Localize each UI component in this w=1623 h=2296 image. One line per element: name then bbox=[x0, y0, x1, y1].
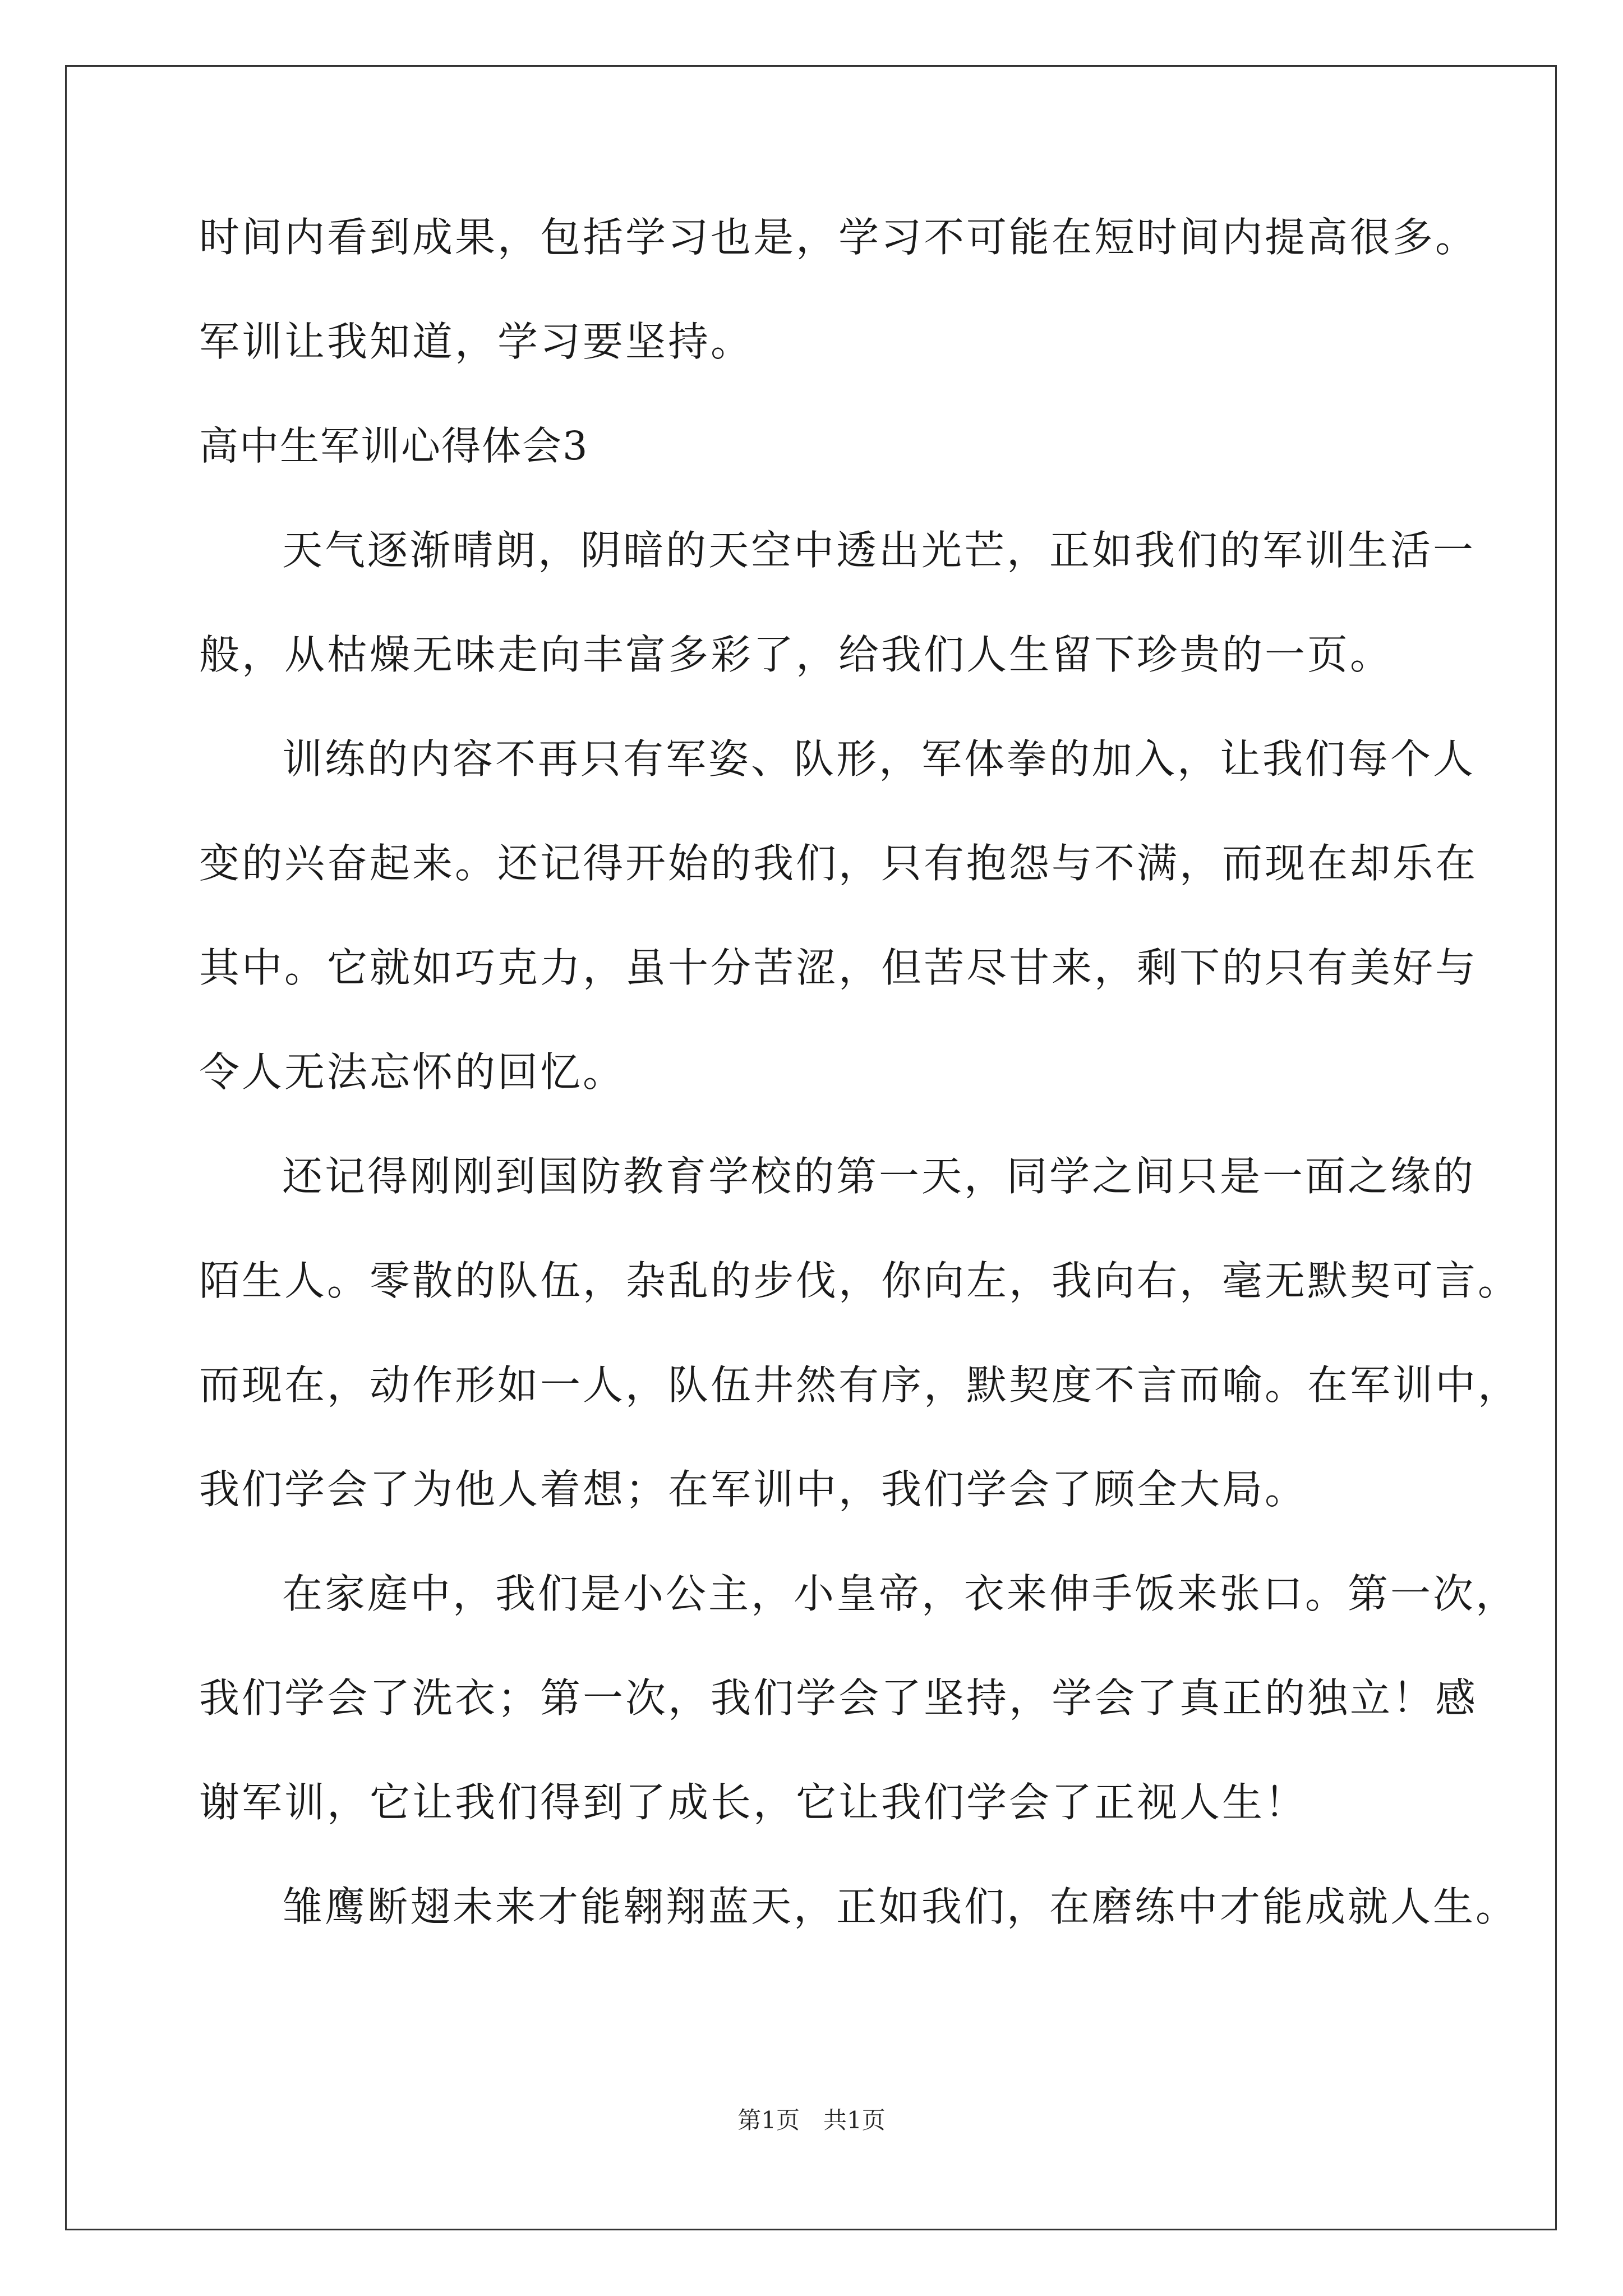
text-line: 雏鹰断翅未来才能翱翔蓝天，正如我们，在磨练中才能成就人生。 bbox=[282, 1883, 1519, 1930]
text-line: 变的兴奋起来。还记得开始的我们，只有抱怨与不满，而现在却乐在 bbox=[199, 840, 1478, 887]
text-line: 令人无法忘怀的回忆。 bbox=[199, 1048, 626, 1096]
text-line: 我们学会了洗衣；第一次，我们学会了坚持，学会了真正的独立！感 bbox=[199, 1674, 1478, 1722]
text-line: 般，从枯燥无味走向丰富多彩了，给我们人生留下珍贵的一页。 bbox=[199, 631, 1393, 678]
text-line: 训练的内容不再只有军姿、队形，军体拳的加入，让我们每个人 bbox=[282, 735, 1476, 783]
text-line: 谢军训，它让我们得到了成长，它让我们学会了正视人生！ bbox=[199, 1779, 1308, 1826]
text-line: 时间内看到成果，包括学习也是，学习不可能在短时间内提高很多。 bbox=[199, 214, 1478, 261]
section-heading: 高中生军训心得体会3 bbox=[199, 423, 589, 469]
text-line: 在家庭中，我们是小公主，小皇帝，衣来伸手饭来张口。第一次， bbox=[282, 1570, 1519, 1617]
page-footer: 第1页 共1页 bbox=[737, 2106, 886, 2134]
text-line: 陌生人。零散的队伍，杂乱的步伐，你向左，我向右，毫无默契可言。 bbox=[199, 1257, 1521, 1304]
text-line: 军训让我知道，学习要坚持。 bbox=[199, 318, 754, 365]
text-line: 而现在，动作形如一人，队伍井然有序，默契度不言而喻。在军训中， bbox=[199, 1361, 1521, 1409]
text-line: 天气逐渐晴朗，阴暗的天空中透出光芒，正如我们的军训生活一 bbox=[282, 527, 1476, 574]
text-line: 其中。它就如巧克力，虽十分苦涩，但苦尽甘来，剩下的只有美好与 bbox=[199, 944, 1478, 991]
text-line: 还记得刚刚到国防教育学校的第一天，同学之间只是一面之缘的 bbox=[282, 1153, 1476, 1200]
text-line: 我们学会了为他人着想；在军训中，我们学会了顾全大局。 bbox=[199, 1466, 1308, 1513]
